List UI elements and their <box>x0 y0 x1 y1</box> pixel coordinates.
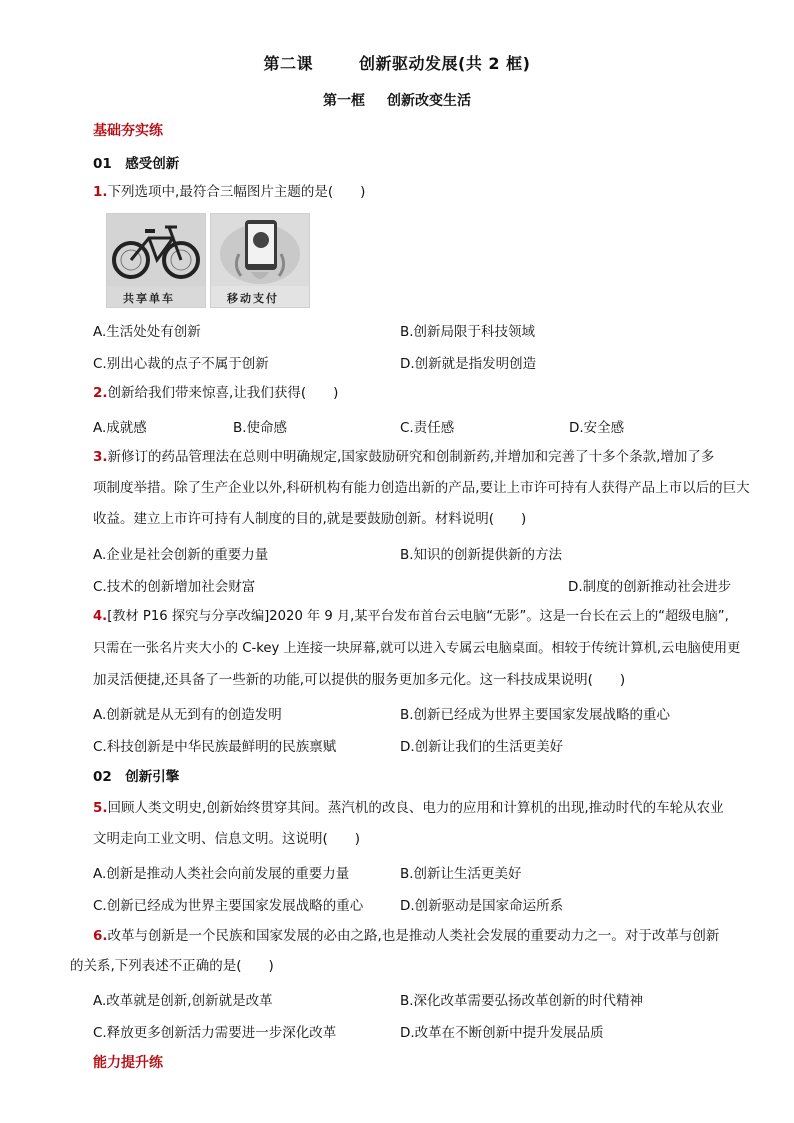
q6-option-d: D.改革在不断创新中提升发展品质 <box>400 1025 604 1041</box>
question-5-number: 5. <box>93 800 108 816</box>
phone-icon <box>211 214 309 286</box>
q4-option-a: A.创新就是从无到有的创造发明 <box>93 707 282 723</box>
q5-option-b: B.创新让生活更美好 <box>400 866 522 882</box>
q5-option-c: C.创新已经成为世界主要国家发展战略的重心 <box>93 898 364 914</box>
q2-option-d: D.安全感 <box>569 420 625 436</box>
q2-option-c: C.责任感 <box>400 420 455 436</box>
question-3-line-3: 收益。建立上市许可持有人制度的目的,就是要鼓励创新。材料说明( ) <box>93 511 527 527</box>
question-5-line-2: 文明走向工业文明、信息文明。这说明( ) <box>93 831 361 847</box>
question-6-text-1: 改革与创新是一个民族和国家发展的必由之路,也是推动人类社会发展的重要动力之一。对于改革与创新 <box>107 928 720 944</box>
question-2-number: 2. <box>93 385 108 401</box>
q6-option-b: B.深化改革需要弘扬改革创新的时代精神 <box>400 993 644 1009</box>
question-3-line-2: 项制度举措。除了生产企业以外,科研机构有能力创造出新的产品,要让上市许可持有人获得产品上市以后的巨大 <box>93 480 750 496</box>
frame-number: 第一框 <box>323 93 365 109</box>
q5-option-a: A.创新是推动人类社会向前发展的重要力量 <box>93 866 350 882</box>
question-3-number: 3. <box>93 449 108 465</box>
question-6-line-2: 的关系,下列表述不正确的是( ) <box>70 958 274 974</box>
q5-option-d: D.创新驱动是国家命运所系 <box>400 898 564 914</box>
question-5-line-1 <box>93 794 724 822</box>
q2-option-a: A.成就感 <box>93 420 147 436</box>
question-2 <box>93 379 338 407</box>
q4-option-c: C.科技创新是中华民族最鲜明的民族禀赋 <box>93 739 337 755</box>
q3-option-a: A.企业是社会创新的重要力量 <box>93 547 269 563</box>
question-1 <box>93 178 365 206</box>
question-4-line-3: 加灵活便捷,还具备了一些新的功能,可以提供的服务更加多元化。这一科技成果说明( ) <box>93 672 626 688</box>
section-basic-practice: 基础夯实练 <box>93 123 163 139</box>
q3-option-d: D.制度的创新推动社会进步 <box>568 579 732 595</box>
q4-option-b: B.创新已经成为世界主要国家发展战略的重心 <box>400 707 671 723</box>
section-02-heading: 02 创新引擎 <box>93 769 180 785</box>
question-4-number: 4. <box>93 609 108 624</box>
frame-name: 创新改变生活 <box>387 93 471 109</box>
question-1-number: 1. <box>93 184 108 200</box>
q3-option-b: B.知识的创新提供新的方法 <box>400 547 563 563</box>
question-6-line-1 <box>93 922 719 950</box>
question-4-text-1: [教材 P16 探究与分享改编]2020 年 9 月,某平台发布首台云电脑“无影”。这是一台长在云上的“超级电脑”, <box>107 609 729 624</box>
q6-option-c: C.释放更多创新活力需要进一步深化改革 <box>93 1025 337 1041</box>
section-advanced-practice: 能力提升练 <box>93 1055 163 1071</box>
q4-option-d: D.创新让我们的生活更美好 <box>400 739 564 755</box>
question-1-stem: 下列选项中,最符合三幅图片主题的是( ) <box>107 184 366 200</box>
caption-mobile-payment: 移动支付 <box>227 292 279 305</box>
q1-option-d: D.创新就是指发明创造 <box>400 356 537 372</box>
q6-option-a: A.改革就是创新,创新就是改革 <box>93 993 273 1009</box>
page-subtitle <box>0 90 794 110</box>
q1-option-c: C.别出心裁的点子不属于创新 <box>93 356 269 372</box>
question-4-line-1 <box>93 603 729 631</box>
question-3-text-1: 新修订的药品管理法在总则中明确规定,国家鼓励研究和创制新药,并增加和完善了十多个条款,增加了多 <box>107 449 715 465</box>
caption-shared-bike: 共享单车 <box>123 292 175 305</box>
bicycle-image <box>106 213 206 308</box>
lesson-name: 创新驱动发展(共 2 框) <box>359 54 531 73</box>
question-6-number: 6. <box>93 928 108 944</box>
question-3-line-1 <box>93 443 714 471</box>
bicycle-icon <box>107 214 205 286</box>
q1-option-b: B.创新局限于科技领域 <box>400 324 536 340</box>
mobile-payment-image <box>210 213 310 308</box>
question-5-text-1: 回顾人类文明史,创新始终贯穿其间。蒸汽机的改良、电力的应用和计算机的出现,推动时代的车轮从农业 <box>107 800 724 816</box>
question-4-line-2: 只需在一张名片夹大小的 C-key 上连接一块屏幕,就可以进入专属云电脑桌面。相较于传统计算机,云电脑使用更 <box>93 641 741 656</box>
lesson-number: 第二课 <box>263 54 314 73</box>
question-2-stem: 创新给我们带来惊喜,让我们获得( ) <box>107 385 339 401</box>
section-01-heading: 01 感受创新 <box>93 156 180 172</box>
q1-option-a: A.生活处处有创新 <box>93 324 201 340</box>
q2-option-b: B.使命感 <box>233 420 288 436</box>
q3-option-c: C.技术的创新增加社会财富 <box>93 579 256 595</box>
page-title <box>0 51 794 74</box>
